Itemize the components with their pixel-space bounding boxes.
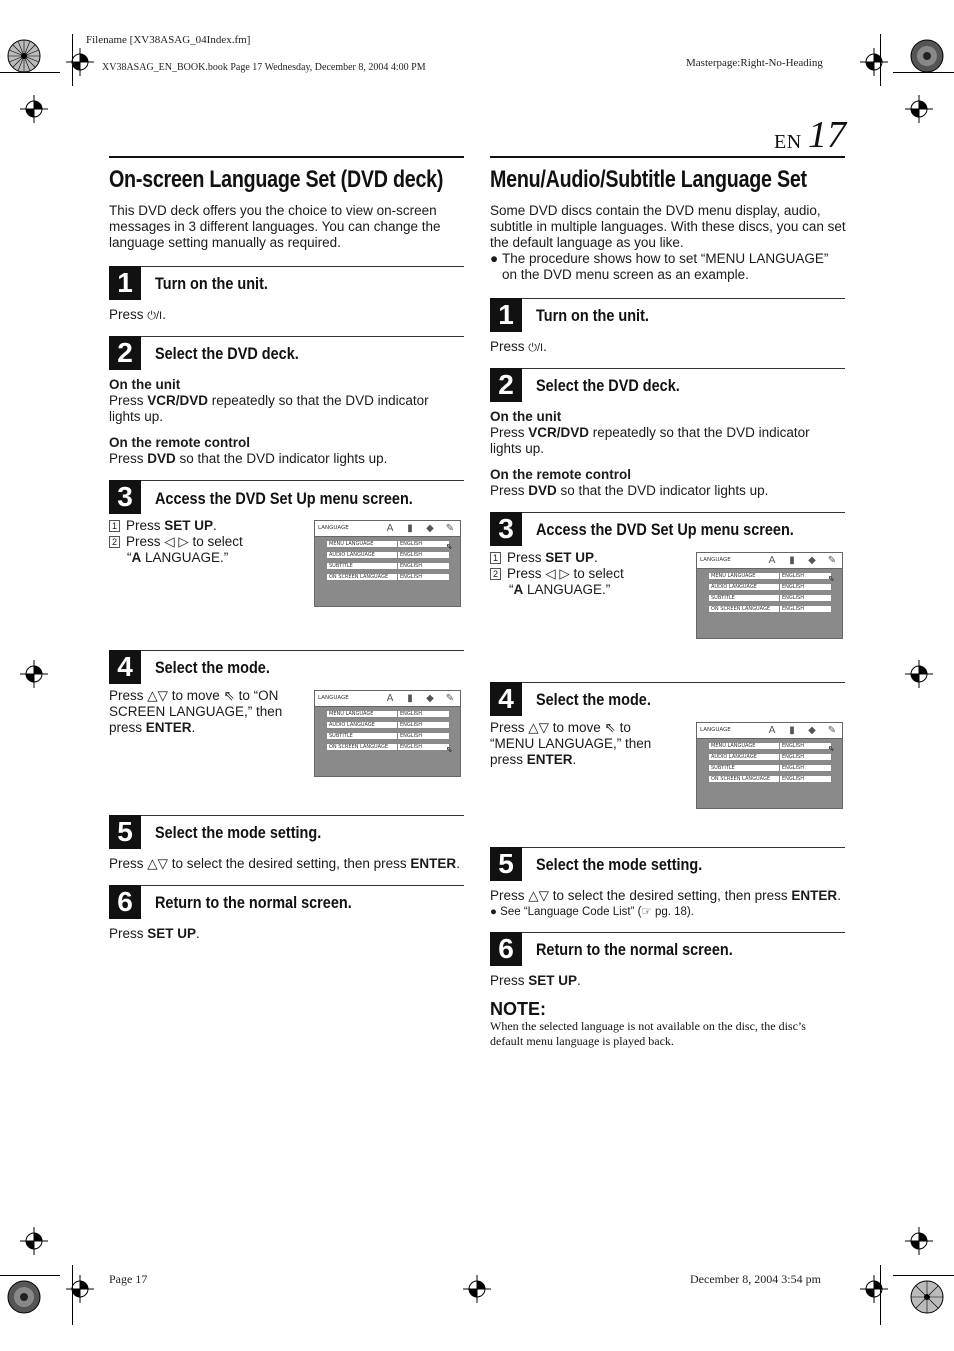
page-number: 17: [808, 114, 846, 156]
power-icon: ⏻/I: [147, 310, 163, 322]
step-text: Press VCR/DVD repeatedly so that the DVD indicator lights up.: [490, 425, 810, 456]
note-text: When the selected language is not available on the disc, the disc’s default menu language is played back.: [490, 1019, 806, 1048]
note-title: NOTE:: [490, 999, 546, 1019]
osd-cursor-icon: ⇖: [446, 745, 453, 754]
osd-row-label: AUDIO LANGUAGE: [711, 754, 757, 760]
osd-row-label: AUDIO LANGUAGE: [329, 722, 375, 728]
osd-row-label: MENU LANGUAGE: [329, 541, 374, 547]
osd-row-value: ENGLISH: [397, 733, 422, 739]
osd-row-value: ENGLISH: [397, 563, 422, 569]
osd-row-value: ENGLISH: [397, 574, 422, 580]
step-text: Press △▽ to move ⇖ to “ON SCREEN LANGUAGE,” then press ENTER.: [109, 688, 283, 735]
osd-header-label: LANGUAGE: [318, 695, 349, 701]
osd-row-value: ENGLISH: [779, 606, 804, 612]
step-substep: 2 Press ◁ ▷ to select: [490, 566, 624, 582]
osd-row-value: ENGLISH: [397, 711, 422, 717]
step-title: Select the mode.: [155, 658, 270, 677]
osd-header-bar: [315, 691, 460, 707]
osd-language-screen: [696, 722, 843, 809]
crosshair-icon: [20, 1227, 48, 1255]
cursor-icon: ⇖: [223, 688, 235, 703]
osd-header-label: LANGUAGE: [318, 525, 349, 531]
step-number: 3: [490, 512, 522, 546]
osd-row-value: ENGLISH: [779, 595, 804, 601]
step-title: Return to the normal screen.: [536, 940, 733, 959]
osd-picture-icon: ▮: [407, 693, 413, 704]
step-rule: [109, 650, 464, 651]
section-rule: [490, 156, 845, 158]
osd-setup-icon: ✎: [445, 523, 455, 534]
osd-row: [326, 721, 450, 729]
registration-target-icon: [908, 1278, 946, 1316]
subheading-remote: On the remote control: [109, 435, 251, 450]
osd-header-bar: [697, 553, 842, 569]
footer-page: Page 17: [109, 1272, 148, 1286]
osd-row-label: SUBTITLE: [711, 765, 735, 771]
step-rule: [490, 298, 845, 299]
registration-target-icon: [908, 37, 946, 75]
see-reference: ● See “Language Code List” (☞ pg. 18).: [490, 906, 694, 918]
step-number: 1: [490, 298, 522, 332]
osd-setup-icon: ✎: [827, 555, 837, 566]
osd-language-icon: A: [386, 693, 394, 704]
osd-row: [708, 775, 832, 783]
step-substep: “A LANGUAGE.”: [127, 550, 229, 565]
crosshair-icon: [905, 95, 933, 123]
osd-row: [708, 572, 832, 580]
step-title: Select the DVD deck.: [155, 344, 299, 363]
header-bookinfo: XV38ASAG_EN_BOOK.book Page 17 Wednesday, December 8, 2004 4:00 PM: [102, 62, 426, 73]
subheading-on-unit: On the unit: [109, 377, 181, 392]
osd-language-icon: A: [768, 725, 776, 736]
step-text: Press DVD so that the DVD indicator lights up.: [490, 483, 769, 498]
osd-row-value: ENGLISH: [779, 765, 804, 771]
osd-row-label: ON SCREEN LANGUAGE: [329, 574, 389, 580]
osd-setup-icon: ✎: [827, 725, 837, 736]
step-rule: [109, 885, 464, 886]
crosshair-icon: [905, 660, 933, 688]
step-title: Turn on the unit.: [536, 306, 649, 325]
crosshair-icon: [860, 1275, 888, 1303]
step-text: Press ⏻/I.: [490, 339, 547, 354]
step-rule: [490, 512, 845, 513]
osd-picture-icon: ▮: [789, 725, 795, 736]
osd-row-label: AUDIO LANGUAGE: [329, 552, 375, 558]
step-rule: [109, 336, 464, 337]
section-title-menu-audio-subtitle: Menu/Audio/Subtitle Language Set: [490, 166, 807, 193]
step-rule: [109, 480, 464, 481]
step-number: 5: [490, 847, 522, 881]
step-substep: “A LANGUAGE.”: [509, 582, 611, 597]
step-text: Press △▽ to select the desired setting, then press ENTER.: [109, 856, 460, 871]
section-rule: [109, 156, 464, 158]
osd-row-label: SUBTITLE: [329, 733, 353, 739]
osd-row-value: ENGLISH: [779, 584, 804, 590]
key-dvd: DVD: [528, 483, 557, 498]
osd-row: [326, 551, 450, 559]
step-rule: [109, 266, 464, 267]
osd-header-bar: [697, 723, 842, 739]
crosshair-icon: [66, 1275, 94, 1303]
osd-language-screen: [314, 690, 461, 777]
step-number: 4: [490, 682, 522, 716]
osd-row-label: MENU LANGUAGE: [329, 711, 374, 717]
section-intro: This DVD deck offers you the choice to view on-screen messages in 3 different languages. You can change the language setting manually as required.: [109, 203, 441, 250]
osd-row-label: SUBTITLE: [329, 563, 353, 569]
osd-row: [708, 605, 832, 613]
step-title: Select the DVD deck.: [536, 376, 680, 395]
key-vcr-dvd: VCR/DVD: [528, 425, 590, 440]
osd-row: [708, 742, 832, 750]
osd-language-screen: [696, 552, 843, 639]
footer-date: December 8, 2004 3:54 pm: [690, 1272, 821, 1286]
osd-row-label: ON SCREEN LANGUAGE: [329, 744, 389, 750]
osd-audio-icon: ◆: [426, 693, 434, 704]
step-text: Press △▽ to select the desired setting, then press ENTER.: [490, 888, 841, 903]
osd-row: [708, 594, 832, 602]
step-number: 1: [109, 266, 141, 300]
crosshair-icon: [463, 1275, 491, 1303]
step-title: Select the mode setting.: [536, 855, 703, 874]
osd-row-label: ON SCREEN LANGUAGE: [711, 606, 771, 612]
crosshair-icon: [20, 660, 48, 688]
osd-row-value: ENGLISH: [397, 541, 422, 547]
step-rule: [109, 815, 464, 816]
osd-audio-icon: ◆: [808, 725, 816, 736]
registration-target-icon: [5, 37, 43, 75]
osd-picture-icon: ▮: [407, 523, 413, 534]
osd-picture-icon: ▮: [789, 555, 795, 566]
osd-row-value: ENGLISH: [779, 743, 804, 749]
language-a-icon: A: [513, 582, 524, 597]
step-text: Press VCR/DVD repeatedly so that the DVD indicator lights up.: [109, 393, 429, 424]
osd-audio-icon: ◆: [426, 523, 434, 534]
step-title: Select the mode.: [536, 690, 651, 709]
osd-language-screen: [314, 520, 461, 607]
osd-language-icon: A: [386, 523, 394, 534]
step-title: Return to the normal screen.: [155, 893, 352, 912]
step-number: 6: [490, 932, 522, 966]
step-rule: [490, 932, 845, 933]
osd-row: [326, 732, 450, 740]
crosshair-icon: [20, 95, 48, 123]
step-rule: [490, 368, 845, 369]
registration-target-icon: [5, 1278, 43, 1316]
osd-row: [326, 743, 450, 751]
osd-row-label: AUDIO LANGUAGE: [711, 584, 757, 590]
bullet-note: ● The procedure shows how to set “MENU LANGUAGE” on the DVD menu screen as an example.: [490, 251, 829, 282]
language-a-icon: A: [131, 550, 142, 565]
osd-row: [326, 562, 450, 570]
step-rule: [490, 847, 845, 848]
subheading-remote: On the remote control: [490, 467, 632, 482]
osd-row-value: ENGLISH: [779, 573, 804, 579]
step-title: Select the mode setting.: [155, 823, 322, 842]
crosshair-icon: [66, 48, 94, 76]
step-text: Press DVD so that the DVD indicator lights up.: [109, 451, 388, 466]
osd-row: [326, 540, 450, 548]
step-number: 4: [109, 650, 141, 684]
osd-cursor-icon: ⇖: [446, 542, 453, 551]
power-icon: ⏻/I: [528, 342, 544, 354]
step-number: 5: [109, 815, 141, 849]
step-text: Press SET UP.: [109, 926, 200, 941]
osd-row: [708, 753, 832, 761]
step-text: Press ⏻/I.: [109, 307, 166, 322]
step-number: 6: [109, 885, 141, 919]
cursor-icon: ⇖: [604, 720, 616, 735]
header-filename: Filename [XV38ASAG_04Index.fm]: [86, 34, 251, 46]
osd-setup-icon: ✎: [445, 693, 455, 704]
osd-row: [708, 764, 832, 772]
osd-header-bar: [315, 521, 460, 537]
osd-language-icon: A: [768, 555, 776, 566]
osd-cursor-icon: ⇖: [828, 744, 835, 753]
step-text: Press △▽ to move ⇖ to “MENU LANGUAGE,” then press ENTER.: [490, 720, 652, 767]
osd-header-label: LANGUAGE: [700, 727, 731, 733]
key-dvd: DVD: [147, 451, 176, 466]
step-number: 3: [109, 480, 141, 514]
osd-cursor-icon: ⇖: [828, 574, 835, 583]
osd-row-value: ENGLISH: [397, 552, 422, 558]
header-masterpage: Masterpage:Right-No-Heading: [686, 57, 823, 69]
osd-row-label: MENU LANGUAGE: [711, 743, 756, 749]
section-intro: Some DVD discs contain the DVD menu display, audio, subtitle in multiple languages. With these discs, you can set the default language as you like.: [490, 203, 846, 250]
step-number: 2: [109, 336, 141, 370]
osd-audio-icon: ◆: [808, 555, 816, 566]
osd-row-label: SUBTITLE: [711, 595, 735, 601]
step-substep: 1 Press SET UP.: [490, 550, 598, 566]
osd-row-value: ENGLISH: [397, 744, 422, 750]
step-substep: 2 Press ◁ ▷ to select: [109, 534, 243, 550]
osd-row-value: ENGLISH: [397, 722, 422, 728]
osd-header-label: LANGUAGE: [700, 557, 731, 563]
osd-row-value: ENGLISH: [779, 754, 804, 760]
language-code: EN: [774, 131, 802, 153]
crosshair-icon: [860, 48, 888, 76]
osd-row-label: ON SCREEN LANGUAGE: [711, 776, 771, 782]
osd-row: [708, 583, 832, 591]
key-vcr-dvd: VCR/DVD: [147, 393, 209, 408]
subheading-on-unit: On the unit: [490, 409, 562, 424]
osd-row-value: ENGLISH: [779, 776, 804, 782]
section-title-onscreen-language: On-screen Language Set (DVD deck): [109, 166, 444, 193]
osd-row: [326, 710, 450, 718]
osd-row: [326, 573, 450, 581]
step-text: Press SET UP.: [490, 973, 581, 988]
osd-row-label: MENU LANGUAGE: [711, 573, 756, 579]
step-title: Access the DVD Set Up menu screen.: [155, 489, 413, 508]
step-title: Access the DVD Set Up menu screen.: [536, 520, 794, 539]
crosshair-icon: [905, 1227, 933, 1255]
step-substep: 1 Press SET UP.: [109, 518, 217, 534]
step-number: 2: [490, 368, 522, 402]
step-title: Turn on the unit.: [155, 274, 268, 293]
step-rule: [490, 682, 845, 683]
